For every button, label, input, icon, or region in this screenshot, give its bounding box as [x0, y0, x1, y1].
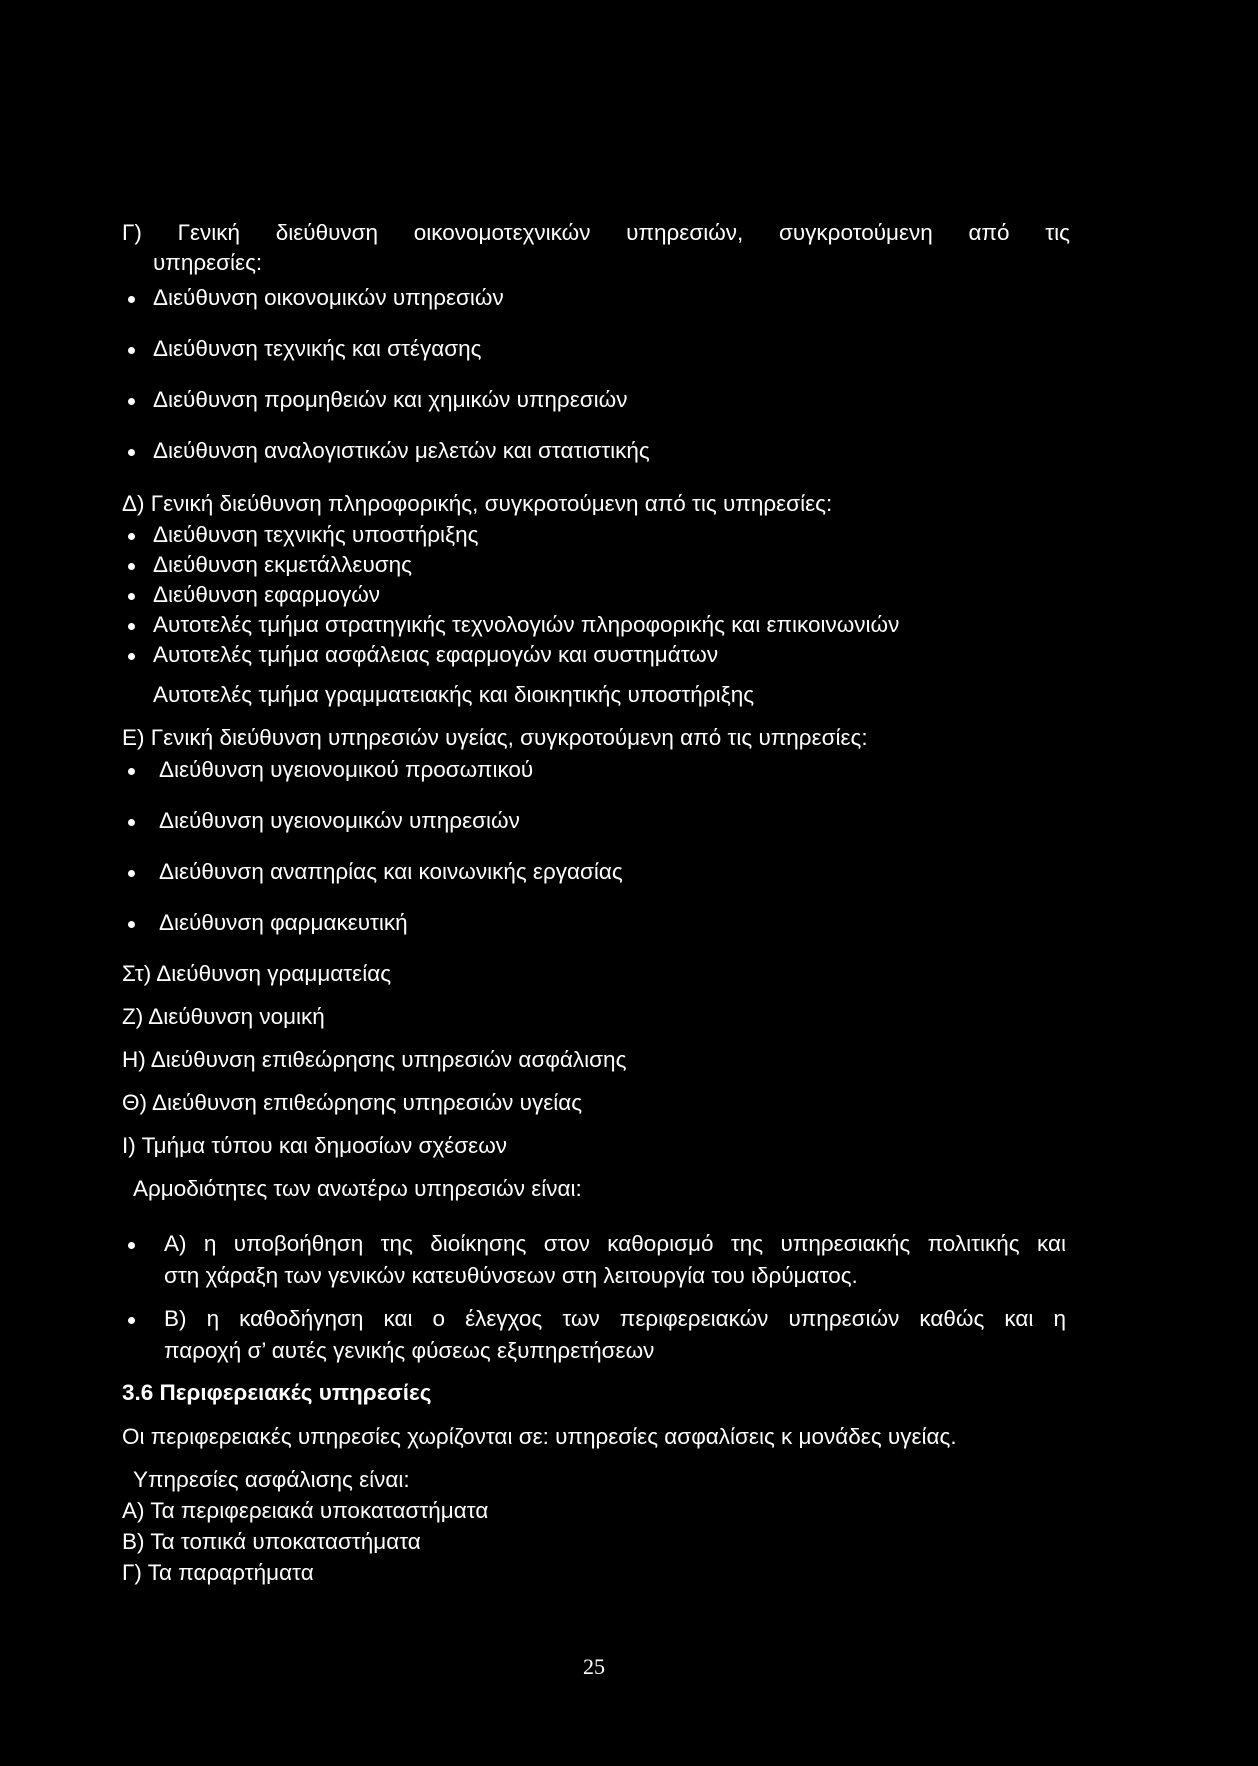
list-item: Διεύθυνση φαρμακευτική: [159, 910, 408, 935]
section-g-heading-cont: υπηρεσίες:: [153, 250, 263, 275]
list-item: Διεύθυνση τεχνικής υποστήριξης: [153, 522, 479, 547]
competence-item-line2: στη χάραξη των γενικών κατευθύνσεων στη λειτουργία του ιδρύματος.: [164, 1263, 858, 1288]
list-item: Αυτοτελές τμήμα ασφάλειας εφαρμογών και συστημάτων: [153, 642, 719, 667]
list-item: Διεύθυνση αναλογιστικών μελετών και στατιστικής: [153, 438, 650, 463]
list-item-unbulleted: Αυτοτελές τμήμα γραμματειακής και διοικητικής υποστήριξης: [153, 682, 755, 707]
competences-heading: Αρμοδιότητες των ανωτέρω υπηρεσιών είναι:: [133, 1176, 582, 1201]
section-e-heading: Ε) Γενική διεύθυνση υπηρεσιών υγείας, συγκροτούμενη από τις υπηρεσίες:: [122, 725, 868, 750]
section-title: 3.6 Περιφερειακές υπηρεσίες: [122, 1380, 432, 1405]
bullet-icon: [128, 449, 135, 456]
bullet-icon: [128, 593, 135, 600]
competence-item-line1: Α) η υποβοήθηση της διοίκησης στον καθορισμό της υπηρεσιακής πολιτικής και: [164, 1231, 1066, 1256]
page-number: 25: [583, 1654, 605, 1679]
list-item: Διεύθυνση υγειονομικού προσωπικού: [159, 757, 534, 782]
bullet-icon: [128, 398, 135, 405]
list-item: Διεύθυνση εφαρμογών: [153, 582, 381, 607]
bullet-icon: [128, 563, 135, 570]
bullet-icon: [128, 623, 135, 630]
competence-item-line2: παροχή σ’ αυτές γενικής φύσεως εξυπηρετήσεων: [164, 1338, 655, 1363]
bullet-icon: [128, 768, 135, 775]
bullet-icon: [128, 1242, 135, 1249]
list-item: Διεύθυνση οικονομικών υπηρεσιών: [153, 285, 504, 310]
list-item: Αυτοτελές τμήμα στρατηγικής τεχνολογιών πληροφορικής και επικοινωνιών: [153, 612, 900, 637]
section-intro: Οι περιφερειακές υπηρεσίες χωρίζονται σε: υπηρεσίες ασφαλίσεις κ μονάδες υγείας.: [122, 1424, 957, 1449]
unit-line: Η) Διεύθυνση επιθεώρησης υπηρεσιών ασφάλισης: [122, 1047, 627, 1072]
unit-line: Θ) Διεύθυνση επιθεώρησης υπηρεσιών υγείας: [122, 1090, 583, 1115]
list-item: Διεύθυνση εκμετάλλευσης: [153, 552, 413, 577]
unit-line: Στ) Διεύθυνση γραμματείας: [122, 961, 392, 986]
list-item: Διεύθυνση υγειονομικών υπηρεσιών: [159, 808, 520, 833]
list-item: Διεύθυνση τεχνικής και στέγασης: [153, 336, 482, 361]
bullet-icon: [128, 347, 135, 354]
unit-line: Ζ) Διεύθυνση νομική: [122, 1004, 325, 1029]
insurance-item: Γ) Τα παραρτήματα: [122, 1560, 314, 1585]
insurance-item: Α) Τα περιφερειακά υποκαταστήματα: [122, 1498, 489, 1523]
insurance-item: Β) Τα τοπικά υποκαταστήματα: [122, 1529, 421, 1554]
bullet-icon: [128, 533, 135, 540]
competence-item-line1: Β) η καθοδήγηση και ο έλεγχος των περιφερειακών υπηρεσιών καθώς και η: [164, 1306, 1066, 1331]
insurance-heading: Υπηρεσίες ασφάλισης είναι:: [133, 1467, 410, 1492]
bullet-icon: [128, 921, 135, 928]
bullet-icon: [128, 819, 135, 826]
list-item: Διεύθυνση αναπηρίας και κοινωνικής εργασίας: [159, 859, 623, 884]
bullet-icon: [128, 1317, 135, 1324]
section-d-heading: Δ) Γενική διεύθυνση πληροφορικής, συγκροτούμενη από τις υπηρεσίες:: [122, 491, 833, 516]
bullet-icon: [128, 870, 135, 877]
bullet-icon: [128, 296, 135, 303]
bullet-icon: [128, 653, 135, 660]
unit-line: Ι) Τμήμα τύπου και δημοσίων σχέσεων: [122, 1133, 508, 1158]
list-item: Διεύθυνση προμηθειών και χημικών υπηρεσιών: [153, 387, 628, 412]
section-g-heading: Γ) Γενική διεύθυνση οικονομοτεχνικών υπηρεσιών, συγκροτούμενη από τις: [122, 220, 1070, 245]
